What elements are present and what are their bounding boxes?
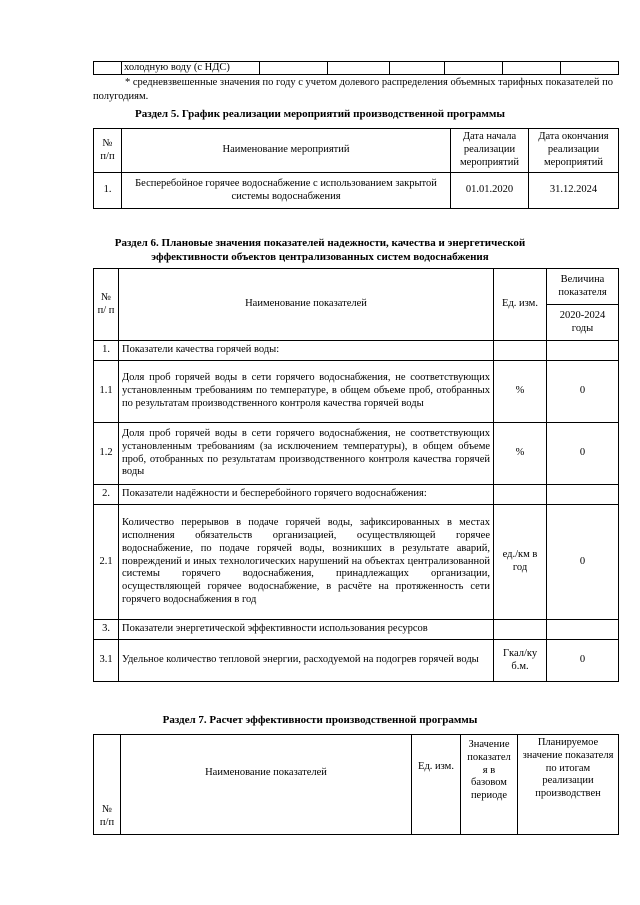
header-start-date: Дата начала реализации мероприятий [451,129,529,173]
top-row-label: холодную воду (с НДС) [122,62,260,75]
header-period: 2020-2024 годы [547,305,619,341]
header-indicator-name: Наименование показателей [121,735,412,835]
table-cell-start: 01.01.2020 [451,173,529,209]
table-row: 1.2 Доля проб горячей воды в сети горячего водоснабжения, не соответствующих установленным требованиям (за исключением температуры), в общем объеме проб, отобранных по результатам производственного контроля качества горячей воды % 0 [94,423,619,485]
table-row: 1. Показатели качества горячей воды: [94,341,619,361]
section7-title: Раздел 7. Расчет эффективности производственной программы [162,714,478,726]
section6-title-line1: Раздел 6. Плановые значения показателей надежности, качества и энергетической [114,237,526,249]
table-cell-num: 1. [94,173,122,209]
header-activity-name: Наименование мероприятий [122,129,451,173]
header-unit: Ед. изм. [412,735,461,835]
indicators-table [93,268,619,682]
table-cell-end: 31.12.2024 [529,173,619,209]
section6-title-line2: эффективности объектов централизованных систем водоснабжения [151,251,489,263]
header-planned-value: Планируемое значение показателя по итогам реализации производствен [518,735,619,835]
table-row: 2.1 Количество перерывов в подаче горячей воды, зафиксированных в местах исполнения обязательств организацией, осуществляющей горячее водоснабжение, по подаче горячей воды, возникших в результате аварий, повреждений и иных технологических нарушений на объектах централизованной системы горячего водоснабжения, принадлежащих организации, осуществляющей горячее водоснабжение, в расчёте на протяженность сети горячего водоснабжения в год ед./км в год 0 [94,505,619,620]
schedule-table [93,128,619,209]
header-indicator-name: Наименование показателей [119,269,494,341]
header-num: № п/ п [94,269,119,341]
section5-title: Раздел 5. График реализации мероприятий производственной программы [135,108,505,120]
efficiency-table [93,734,619,835]
header-num: № п/п [94,129,122,173]
header-value: Величина показателя [547,269,619,305]
header-num: № п/п [94,735,121,835]
table-row: 2. Показатели надёжности и бесперебойного горячего водоснабжения: [94,485,619,505]
footnote: * средневзвешенные значения по году с учетом долевого распределения объемных тарифных показателей по полугодиям. [93,77,613,102]
header-unit: Ед. изм. [494,269,547,341]
table-cell-activity: Бесперебойное горячее водоснабжение с использованием закрытой системы водоснабжения [122,173,451,209]
top-fragment-table [93,61,619,75]
header-end-date: Дата окончания реализации мероприятий [529,129,619,173]
header-base-value: Значение показател я в базовом периоде [461,735,518,835]
table-row: 3.1 Удельное количество тепловой энергии, расходуемой на подогрев горячей воды Гкал/ку б.м. 0 [94,640,619,682]
table-row: 1.1 Доля проб горячей воды в сети горячего водоснабжения, не соответствующих установленным требованиям по температуре, в общем объеме проб, отобранных по результатам производственного контроля качества горячей воды % 0 [94,361,619,423]
table-row: 3. Показатели энергетической эффективности использования ресурсов [94,620,619,640]
